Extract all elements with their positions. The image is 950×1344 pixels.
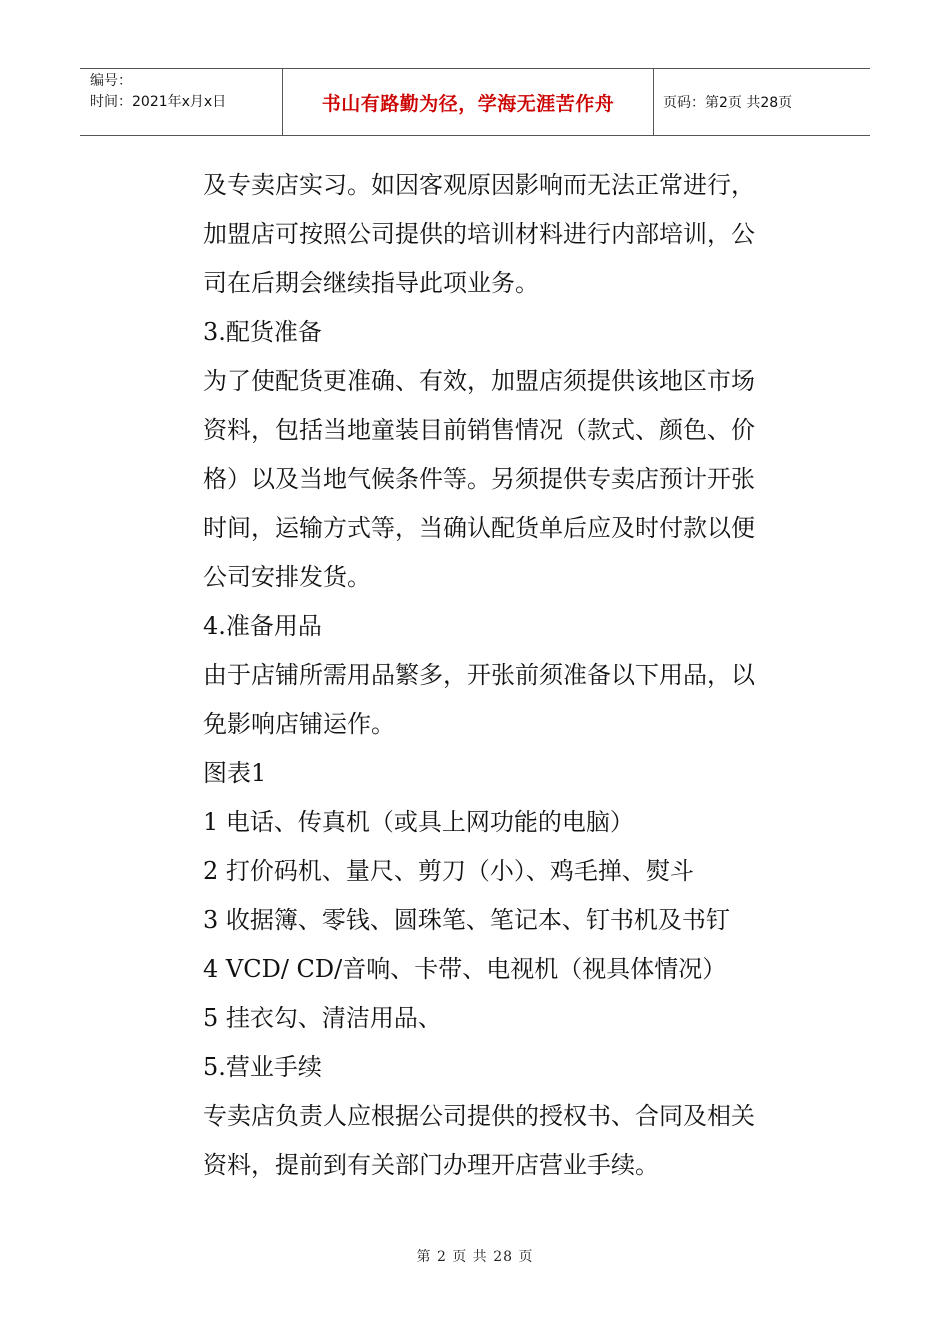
list-item: 1 电话、传真机（或具上网功能的电脑） [203,808,634,836]
header-meta [80,69,283,135]
body-line: 由于店铺所需用品繁多，开张前须准备以下用品，以 [203,661,755,689]
section-heading: 4.准备用品 [203,612,322,640]
body-line: 为了使配货更准确、有效，加盟店须提供该地区市场 [203,367,755,395]
figure-label: 图表1 [203,759,267,787]
body-line: 公司安排发货。 [203,563,371,591]
body-line: 免影响店铺运作。 [203,710,395,738]
header-page-info: 页码：第2页 共28页 [663,95,793,111]
body-line: 格）以及当地气候条件等。另须提供专卖店预计开张 [203,465,755,493]
body-line: 时间，运输方式等，当确认配货单后应及时付款以便 [203,514,755,542]
body-line: 司在后期会继续指导此项业务。 [203,269,539,297]
header-motto: 书山有路勤为径，学海无涯苦作舟 [283,69,654,135]
document-body [203,161,813,1190]
list-item: 3 收据簿、零钱、圆珠笔、笔记本、钉书机及书钉 [203,906,730,934]
body-line: 资料，包括当地童装目前销售情况（款式、颜色、价 [203,416,755,444]
body-line: 专卖店负责人应根据公司提供的授权书、合同及相关 [203,1102,755,1130]
section-heading: 3.配货准备 [203,318,322,346]
body-line: 资料，提前到有关部门办理开店营业手续。 [203,1151,659,1179]
document-time: 时间：2021年x月x日 [90,94,227,110]
list-item: 5 挂衣勾、清洁用品、 [203,1004,442,1032]
body-line: 加盟店可按照公司提供的培训材料进行内部培训，公 [203,220,755,248]
page-footer: 第 2 页 共 28 页 [416,1249,534,1265]
list-item: 4 VCD/ CD/音响、卡带、电视机（视具体情况） [203,955,727,983]
page-header [80,68,870,136]
body-line: 及专卖店实习。如因客观原因影响而无法正常进行， [203,171,755,199]
document-number: 编号： [90,73,132,89]
list-item: 2 打价码机、量尺、剪刀（小）、鸡毛掸、熨斗 [203,857,694,885]
section-heading: 5.营业手续 [203,1053,322,1081]
